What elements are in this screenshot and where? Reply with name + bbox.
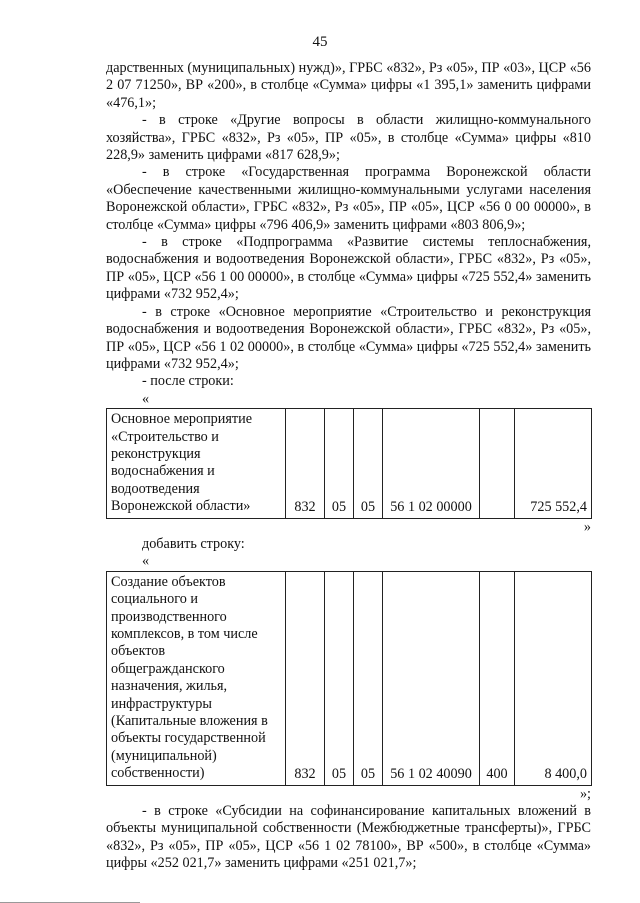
close-quote-1: » [583, 518, 591, 535]
vr-cell [480, 409, 515, 518]
existing-row-table [106, 408, 592, 518]
sum-cell: 8 400,0 [515, 571, 592, 785]
paragraph-3: - в строке «Государственная программа Воронежской области «Обеспечение качественными жилищно-коммунальными услугами населения Воронежской области», ГРБС «832», Рз «05», ПР «05», ЦСР «56 0 00 00000», в столбце «Сумма» цифры «796 406,9» заменить цифрами «803 806,9»; [106, 164, 591, 233]
paragraph-2: - в строке «Другие вопросы в области жилищно-коммунального хозяйства», ГРБС «832», Рз «05», ПР «05», в столбце «Сумма» цифры «810 228,9» заменить цифрами «817 628,9»; [106, 112, 591, 164]
paragraph-5: - в строке «Основное мероприятие «Строительство и реконструкция водоснабжения и водоотведения Воронежской области», ГРБС «832», Рз «05», ПР «05», ЦСР «56 1 02 00000», в столбце «Сумма» цифры «725 552,4» заменить цифрами «732 952,4»; [106, 303, 591, 372]
paragraph-6: - в строке «Субсидии на софинансирование капитальных вложений в объекты муниципальной собственности (Межбюджетные трансферты)», ГРБС «832», Рз «05», ПР «05», ЦСР «56 1 02 78100», ВР «500», в столбце «Сумма» цифры «252 021,7» заменить цифрами «251 021,7»; [106, 803, 591, 872]
pr-cell: 05 [354, 409, 383, 518]
page-number: 45 [312, 34, 328, 50]
sum-cell: 725 552,4 [515, 409, 592, 518]
pr-cell: 05 [354, 571, 383, 785]
vr-cell: 400 [480, 571, 515, 785]
close-quote-2: »; [579, 785, 591, 802]
grbs-cell: 832 [286, 571, 325, 785]
grbs-cell: 832 [286, 409, 325, 518]
open-quote-2: « [142, 553, 150, 570]
rz-cell: 05 [325, 409, 354, 518]
paragraph-1: дарственных (муниципальных) нужд)», ГРБС «832», Рз «05», ПР «03», ЦСР «56 2 07 71250», ВР «200», в столбце «Сумма» цифры «1 395,1» заменить цифрами «476,1»; [106, 60, 591, 111]
row-name-cell: Создание объектов социального и производственного комплексов, в том числе объектов общегражданского назначения, жилья, инфраструктуры (Капитальные вложения в объекты государственной (муниципальной) собственности) [107, 571, 286, 785]
table-row [107, 409, 592, 518]
rz-cell: 05 [325, 571, 354, 785]
csr-cell: 56 1 02 00000 [383, 409, 480, 518]
new-row-table [106, 571, 592, 786]
document-body [106, 60, 591, 873]
after-row-label: - после строки: [142, 373, 234, 390]
paragraph-4: - в строке «Подпрограмма «Развитие системы теплоснабжения, водоснабжения и водоотведения Воронежской области», ГРБС «832», Рз «05», ПР «05», ЦСР «56 1 00 00000», в столбце «Сумма» цифры «725 552,4» заменить цифрами «732 952,4»; [106, 234, 591, 303]
add-row-label: добавить строку: [142, 535, 245, 552]
row-name-cell: Основное мероприятие «Строительство и реконструкция водоснабжения и водоотведения Воронежской области» [107, 409, 286, 518]
open-quote-1: « [142, 390, 150, 407]
csr-cell: 56 1 02 40090 [383, 571, 480, 785]
table-row [107, 571, 592, 785]
